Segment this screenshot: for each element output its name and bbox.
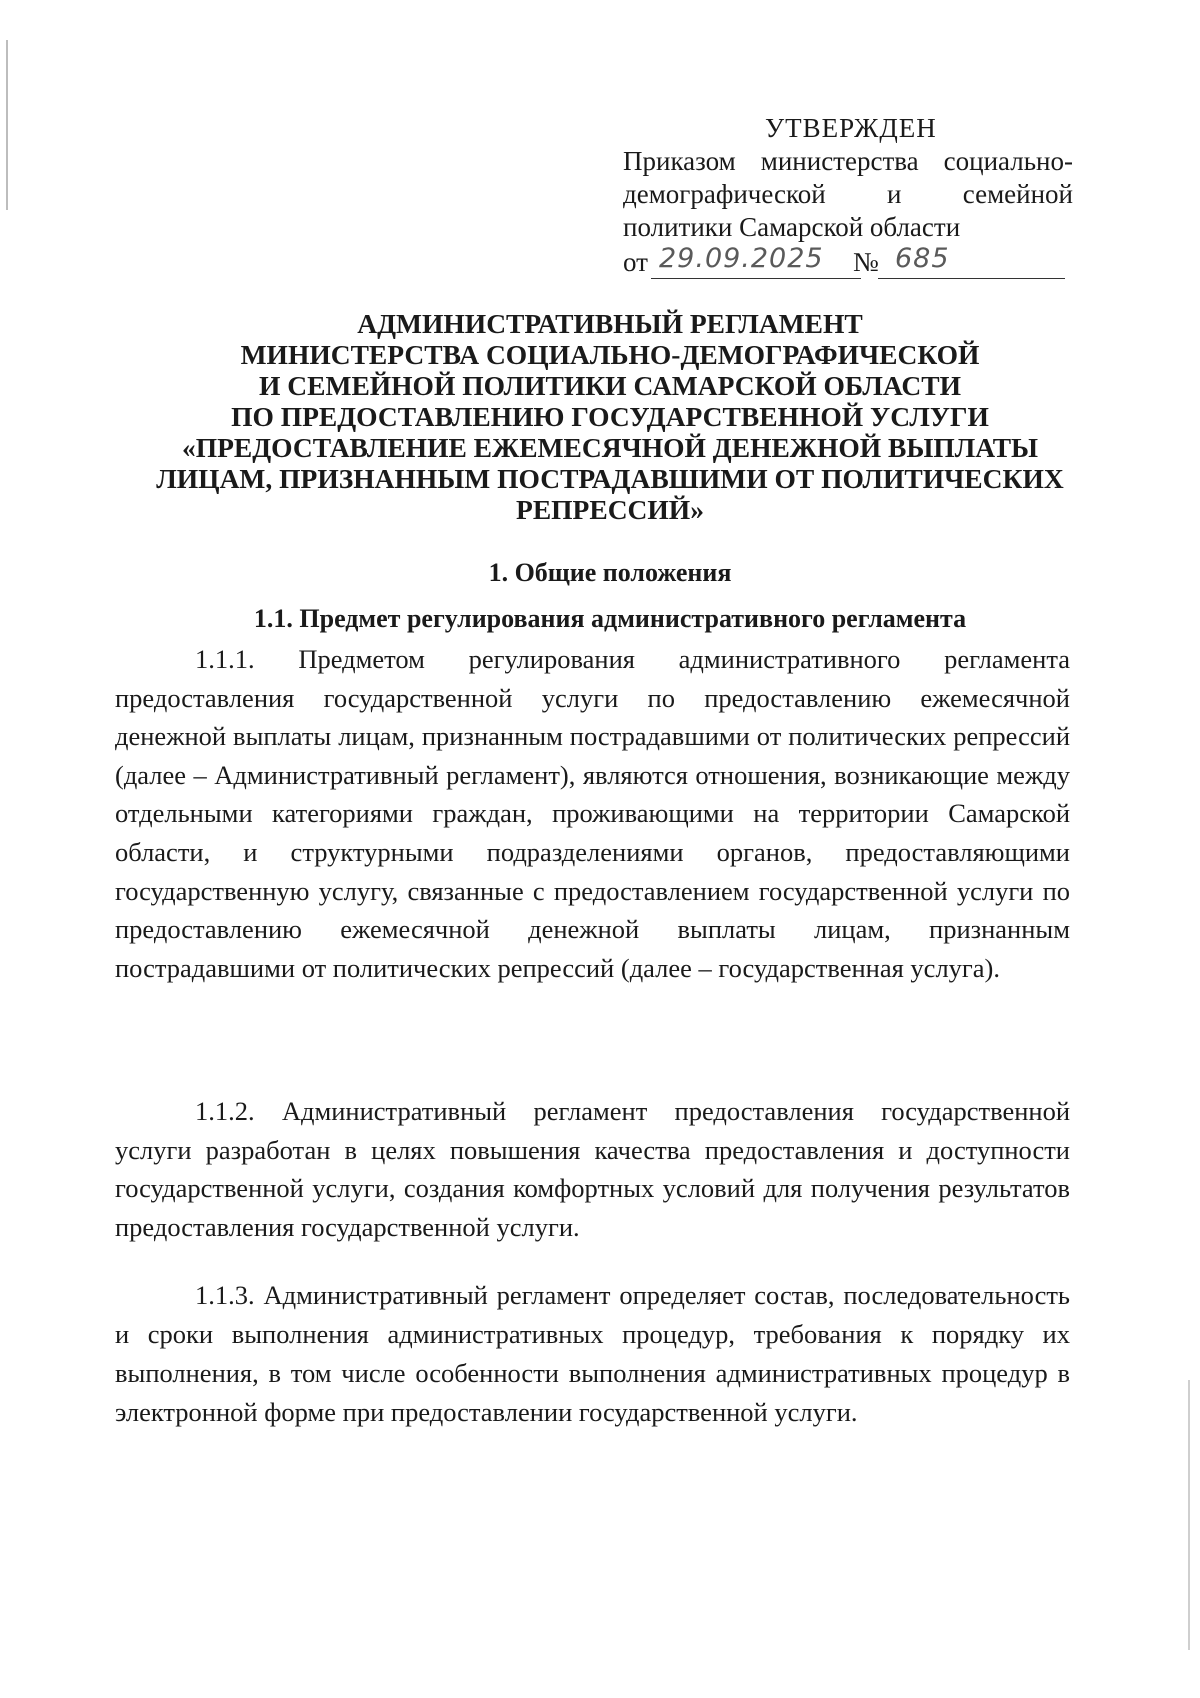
title-line: АДМИНИСТРАТИВНЫЙ РЕГЛАМЕНТ: [357, 308, 863, 339]
title-line: ПО ПРЕДОСТАВЛЕНИЮ ГОСУДАРСТВЕННОЙ УСЛУГИ: [231, 401, 989, 432]
section-heading-subject: 1.1. Предмет регулирования административного регламента: [253, 604, 967, 633]
title-line: «ПРЕДОСТАВЛЕНИЕ ЕЖЕМЕСЯЧНОЙ ДЕНЕЖНОЙ ВЫПЛАТЫ: [181, 432, 1039, 463]
handwritten-date: 29.09.2025: [659, 243, 824, 274]
scan-edge-mark: [1188, 1380, 1190, 1650]
approval-block: [623, 112, 1073, 286]
scan-edge-mark: [6, 40, 8, 210]
title-line: ЛИЦАМ, ПРИЗНАННЫМ ПОСТРАДАВШИМИ ОТ ПОЛИТИЧЕСКИХ: [156, 463, 1064, 494]
handwritten-number: 685: [895, 243, 950, 274]
approved-stamp-text: УТВЕРЖДЕН: [765, 113, 937, 143]
approval-date-line: [623, 243, 1073, 286]
paragraph-1-1-2: 1.1.2. Административный регламент предоставления государственной услуги разработан в целях повышения качества предоставления и доступности государственной услуги, создания комфортных условий для получения результатов предоставления государственной услуги.: [115, 1096, 1070, 1242]
number-label: №: [853, 247, 879, 277]
section-heading-general: 1. Общие положения: [488, 558, 732, 587]
document-title: [110, 308, 1110, 525]
paragraph-1-1-1: 1.1.1. Предметом регулирования административного регламента предоставления государственной услуги по предоставлению ежемесячной денежной выплаты лицам, признанным пострадавшими от политических репрессий (далее – Административный регламент), являются отношения, возникающие между отдельными категориями граждан, проживающими на территории Самарской области, и структурными подразделениями органов, предоставляющими государственную услугу, связанные с предоставлением государственной услуги по предоставлению ежемесячной денежной выплаты лицам, признанным пострадавшими от политических репрессий (далее – государственная услуга).: [115, 644, 1070, 983]
title-line: МИНИСТЕРСТВА СОЦИАЛЬНО-ДЕМОГРАФИЧЕСКОЙ: [240, 339, 980, 370]
title-line: РЕПРЕССИЙ»: [516, 494, 704, 525]
approval-order-text: Приказом министерства социально-демографической и семейной политики Самарской области: [623, 146, 1073, 242]
date-label: от: [623, 247, 648, 277]
title-line: И СЕМЕЙНОЙ ПОЛИТИКИ САМАРСКОЙ ОБЛАСТИ: [259, 370, 961, 401]
paragraph-1-1-3: 1.1.3. Административный регламент определяет состав, последовательность и сроки выполнения административных процедур, требования к порядку их выполнения, в том числе особенности выполнения административных процедур в электронной форме при предоставлении государственной услуги.: [115, 1280, 1070, 1427]
